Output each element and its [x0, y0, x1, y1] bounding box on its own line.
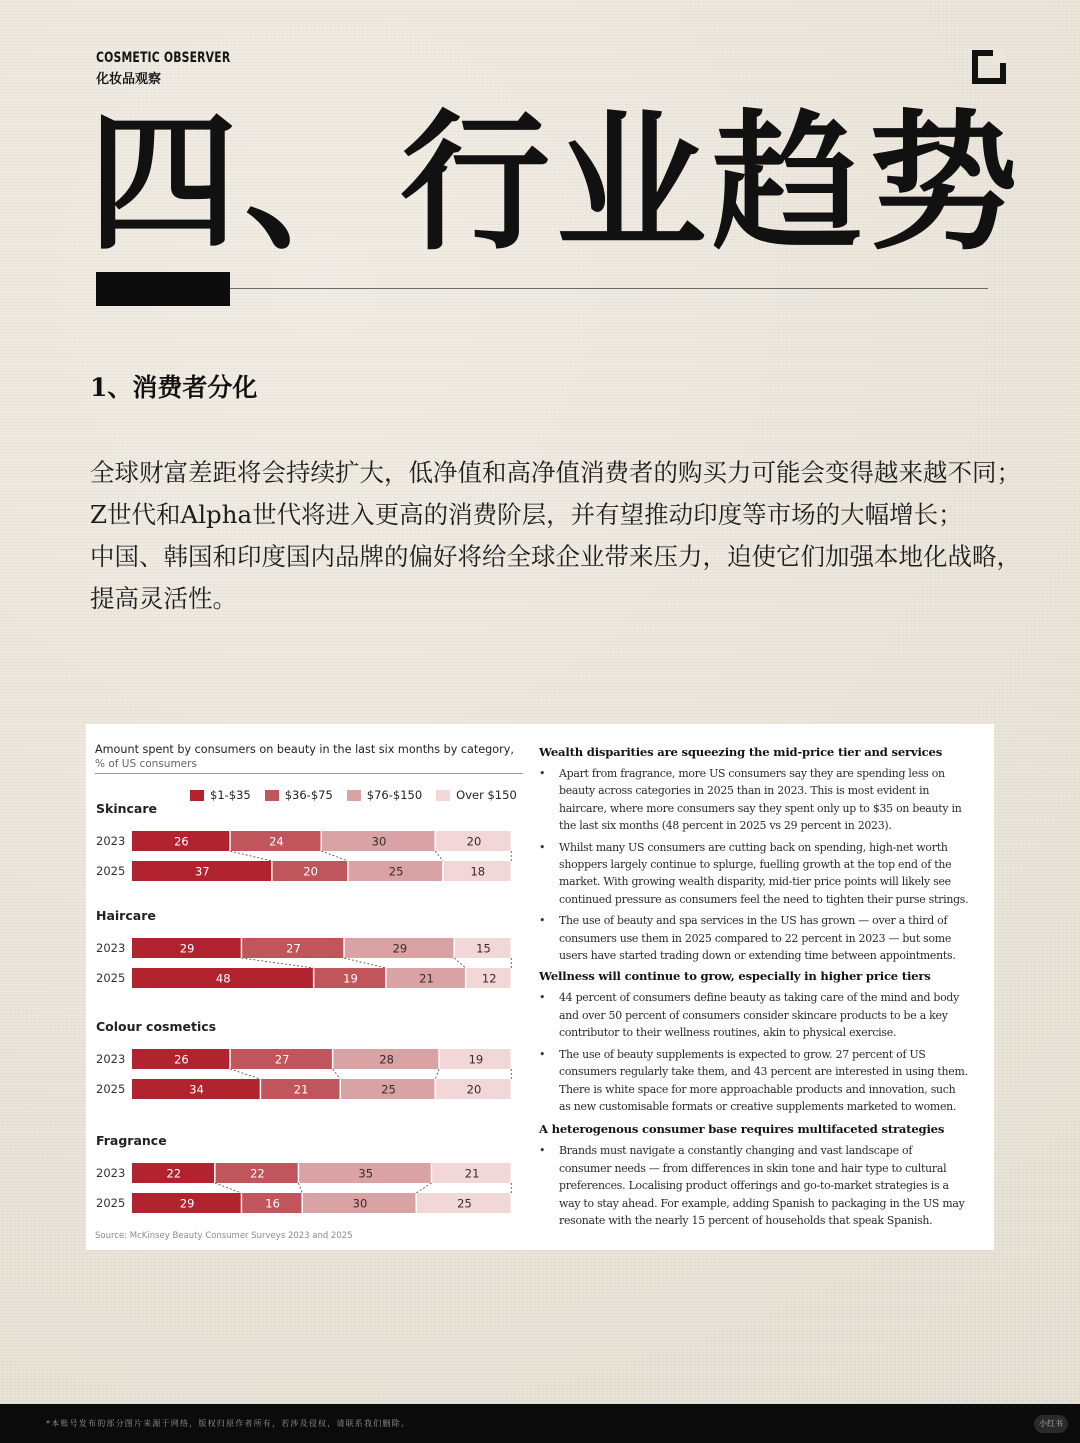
category-label: Skincare: [96, 801, 157, 816]
bullet-line: • The use of beauty supplements is expected to grow. 27 percent of US: [559, 1047, 926, 1061]
chart-source: Source: McKinsey Beauty Consumer Surveys 2023 and 2025: [95, 1231, 353, 1241]
section-heading: 1、消费者分化: [90, 373, 258, 402]
bar-value-label: 25: [381, 1082, 396, 1097]
bar-value-label: 25: [388, 864, 404, 879]
category-label: Haircare: [96, 908, 156, 923]
bullet-line: contributor to their wellness routines, akin to physical exercise.: [559, 1026, 897, 1040]
bullet-line: consumer needs — from differences in skin tone and hair type to cultural: [559, 1161, 947, 1175]
brand-logo-icon: [972, 50, 1006, 84]
bullet-item: [539, 912, 979, 964]
chart-plot: [86, 724, 526, 1250]
bar-value-label: 37: [194, 864, 210, 879]
bullet-line: • Brands must navigate a constantly changing and vast landscape of: [559, 1144, 913, 1158]
bullet-line: continued pressure as consumers feel the need to tighten their purse strings.: [559, 892, 969, 906]
connector-line: [435, 851, 443, 861]
intro-line: 提高灵活性。: [90, 584, 237, 613]
bar-value-label: 19: [468, 1052, 484, 1067]
year-label: 2023: [96, 941, 126, 955]
year-label: 2025: [96, 1196, 126, 1210]
connector-line: [215, 1183, 242, 1193]
bar-value-label: 26: [174, 1052, 189, 1067]
report-section: [539, 1121, 979, 1229]
legend-label: $76-$150: [366, 788, 423, 802]
title-divider: [230, 288, 988, 289]
category-label: Fragrance: [96, 1133, 167, 1148]
bar-value-label: 24: [269, 834, 284, 849]
bullet-line: users have started trading down or extending time between appointments.: [559, 949, 956, 963]
bar-value-label: 15: [476, 941, 491, 956]
bar-value-label: 20: [303, 864, 318, 879]
report-section: [539, 968, 979, 1115]
bullet-line: preferences. Localising product offerings and go-to-market strategies is a: [559, 1179, 949, 1193]
year-label: 2025: [96, 864, 126, 878]
bullet-line: consumers regularly take them, and 43 percent are interested in using them.: [559, 1065, 968, 1079]
bullet-line: resonate with the nearly 15 percent of households that speak Spanish.: [559, 1213, 933, 1227]
bar-value-label: 22: [250, 1166, 265, 1181]
intro-paragraph: [90, 452, 1080, 620]
connector-line: [454, 958, 465, 968]
bar-value-label: 30: [352, 1196, 368, 1211]
bar-value-label: 29: [179, 1196, 195, 1211]
bar-value-label: 30: [371, 834, 387, 849]
bar-value-label: 29: [392, 941, 408, 956]
bullet-line: haircare, where more consumers say they spent only up to $35 on beauty in: [559, 801, 962, 815]
report-section-heading: A heterogenous consumer base requires multifaceted strategies: [539, 1122, 945, 1137]
bullet-line: consumers use them in 2025 compared to 22 percent in 2023 — but some: [559, 931, 952, 945]
bar-value-label: 20: [466, 1082, 482, 1097]
bullet-line: There is white space for more approachable products and innovation, such: [559, 1082, 956, 1096]
bar-value-label: 21: [293, 1082, 309, 1097]
connector-line: [298, 1183, 302, 1193]
year-label: 2023: [96, 834, 126, 848]
bullet-line: • 44 percent of consumers define beauty as taking care of the mind and body: [559, 991, 960, 1005]
bar-value-label: 12: [481, 971, 497, 986]
footer-bar: [0, 1404, 1080, 1443]
report-text-column: [539, 744, 979, 1233]
category-label: Colour cosmetics: [96, 1019, 217, 1034]
platform-badge: 小红书: [1034, 1415, 1068, 1433]
bullet-line: way to stay ahead. For example, adding Spanish to packaging in the US may: [559, 1196, 965, 1210]
report-section-heading: Wealth disparities are squeezing the mid-price tier and services: [539, 745, 943, 759]
bullet-line: and over 50 percent of consumers consider skincare products to be a key: [559, 1008, 948, 1022]
year-label: 2025: [96, 971, 126, 985]
bar-value-label: 34: [189, 1082, 204, 1097]
year-label: 2025: [96, 1082, 126, 1096]
bullet-line: • Apart from fragrance, more US consumers say they are spending less on: [559, 767, 945, 780]
bar-value-label: 48: [215, 971, 231, 986]
legend-label: Over $150: [456, 788, 517, 802]
year-label: 2023: [96, 1166, 126, 1180]
bar-value-label: 16: [265, 1196, 280, 1211]
bullet-line: market. With growing wealth disparity, mid-tier price points will likely see: [559, 875, 951, 889]
bullet-line: beauty across categories in 2025 than in 2023. This is most evident in: [559, 784, 930, 798]
connector-line: [435, 1069, 439, 1079]
connector-line: [333, 1069, 341, 1079]
spending-chart: [86, 724, 526, 1250]
intro-line: 中国、韩国和印度国内品牌的偏好将给全球企业带来压力，迫使它们加强本地化战略，: [90, 542, 1021, 571]
bullet-item: [539, 1142, 979, 1229]
bullet-item: [539, 989, 979, 1041]
chart-title: Amount spent by consumers on beauty in the last six months by category,: [95, 743, 514, 756]
bar-value-label: 27: [286, 941, 301, 956]
intro-line: 全球财富差距将会持续扩大，低净值和高净值消费者的购买力可能会变得越来越不同；: [90, 458, 1021, 487]
year-label: 2023: [96, 1052, 126, 1066]
legend-label: $1-$35: [210, 788, 251, 802]
connector-line: [230, 851, 272, 861]
bar-value-label: 21: [419, 971, 434, 986]
connector-line: [416, 1183, 431, 1193]
connector-line: [230, 1069, 260, 1079]
bullet-line: shoppers largely continue to splurge, fuelling growth at the top end of the: [559, 858, 952, 872]
page-title: 四、行业趋势: [88, 95, 1025, 271]
bullet-line: • Whilst many US consumers are cutting back on spending, high-net worth: [559, 840, 948, 854]
bullet-item: [539, 1046, 979, 1116]
bullet-line: as new customisable formats or creative supplements marketed to women.: [559, 1099, 957, 1113]
report-section-heading: Wellness will continue to grow, especially in higher price tiers: [539, 969, 931, 984]
bullet-line: the last six months (48 percent in 2025 vs 29 percent in 2023).: [559, 819, 892, 833]
bullet-list: [539, 989, 979, 1115]
bar-value-label: 29: [179, 941, 195, 956]
bar-value-label: 25: [457, 1196, 472, 1211]
bullet-line: • The use of beauty and spa services in the US has grown — over a third of: [559, 914, 948, 928]
bar-value-label: 21: [464, 1166, 480, 1181]
report-excerpt-card: [86, 724, 994, 1250]
bullet-item: [539, 839, 979, 909]
bullet-item: [539, 765, 979, 835]
report-section: [539, 744, 979, 964]
bar-value-label: 27: [274, 1052, 290, 1067]
chart-subtitle: % of US consumers: [95, 758, 197, 770]
bar-value-label: 20: [466, 834, 482, 849]
bar-value-label: 35: [358, 1166, 374, 1181]
connector-line: [344, 958, 386, 968]
bullet-list: [539, 1142, 979, 1229]
bullet-list: [539, 765, 979, 964]
legend-label: $36-$75: [284, 788, 333, 802]
brand-block: [96, 50, 252, 87]
copyright-note: *本账号发布的部分图片来源于网络，版权归原作者所有，若涉及侵权，请联系我们删除。: [46, 1419, 410, 1428]
bar-value-label: 18: [470, 864, 486, 879]
bar-value-label: 22: [166, 1166, 182, 1181]
bar-value-label: 28: [379, 1052, 394, 1067]
brand-name-en: COSMETIC OBSERVER: [96, 50, 231, 66]
brand-name-cn: 化妆品观察: [96, 72, 162, 87]
connector-line: [241, 958, 313, 968]
connector-line: [321, 851, 348, 861]
bar-value-label: 19: [343, 971, 358, 986]
intro-line: Z世代和Alpha世代将进入更高的消费阶层，并有望推动印度等市场的大幅增长；: [90, 500, 963, 529]
bar-value-label: 26: [174, 834, 189, 849]
title-accent-bar: [96, 272, 230, 306]
